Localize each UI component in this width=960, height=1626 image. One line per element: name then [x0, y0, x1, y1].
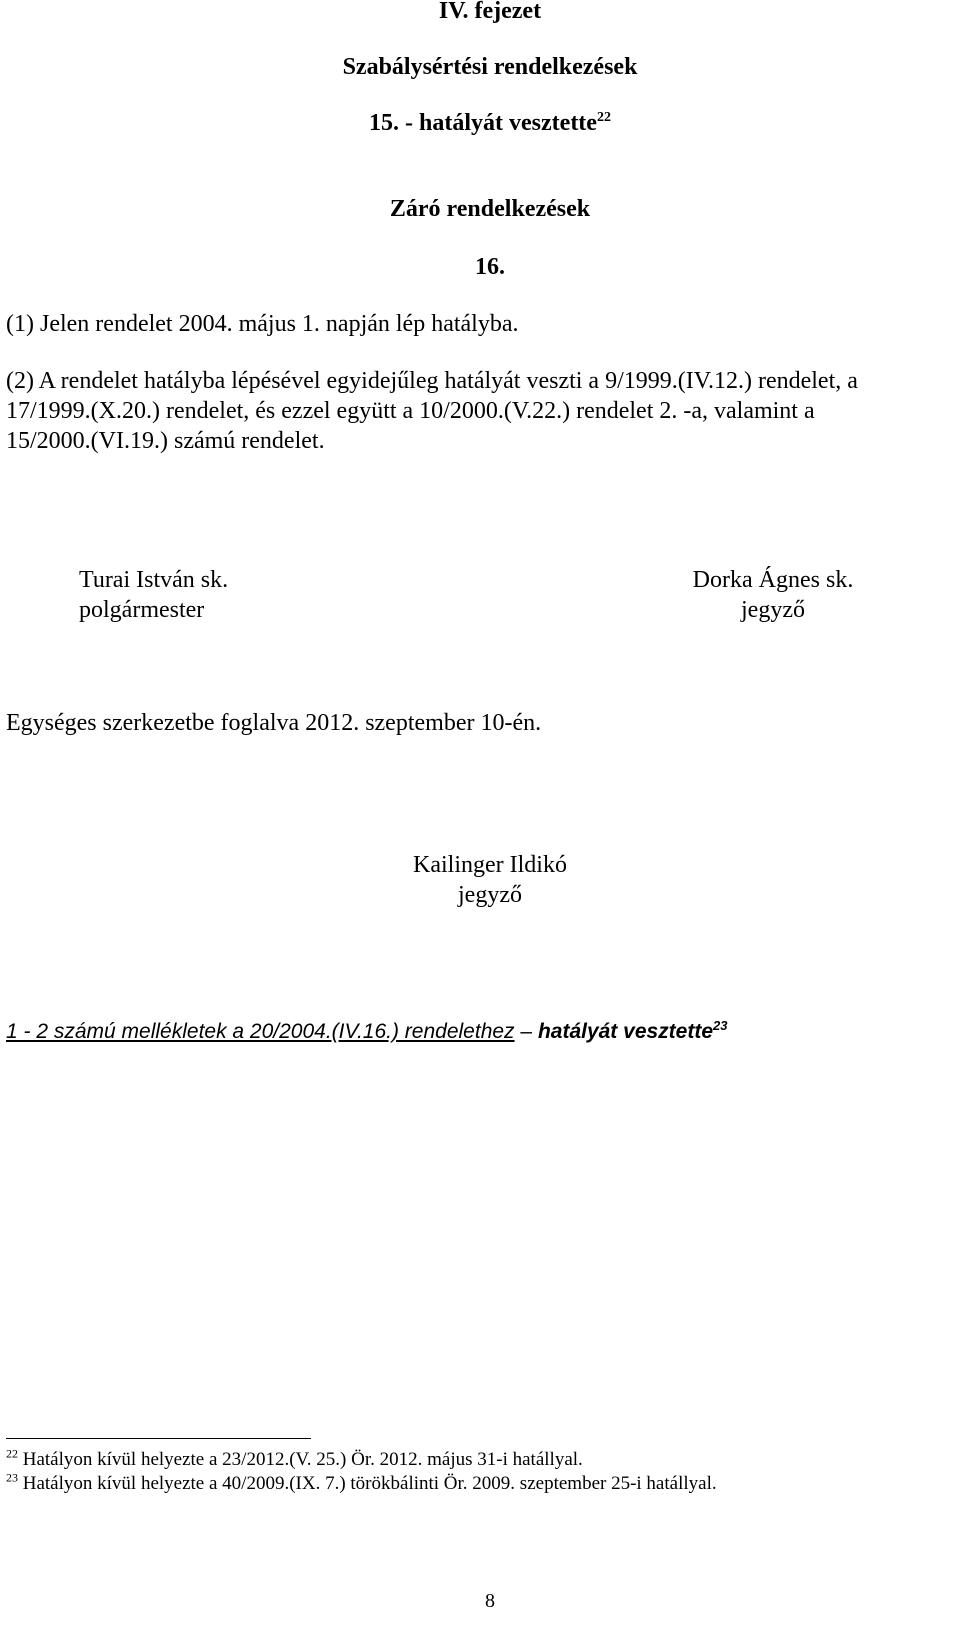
annex-status: hatályát vesztette	[537, 1020, 714, 1043]
consolidation-note: Egységes szerkezetbe foglalva 2012. szeptember 10-én.	[6, 710, 542, 736]
section-15-text: 15. - hatályát vesztette	[369, 110, 597, 136]
footnote-number: 22	[6, 1446, 18, 1461]
notary-title: jegyző	[741, 597, 805, 623]
mayor-name: Turai István sk.	[79, 567, 229, 593]
annex-dash: –	[520, 1020, 533, 1043]
paragraph-2-line: 15/2000.(VI.19.) számú rendelet.	[6, 428, 325, 454]
notary-name: Dorka Ágnes sk.	[692, 567, 854, 593]
consolidation-signer-title: jegyző	[458, 882, 522, 908]
footnote-text: Hatályon kívül helyezte a 40/2009.(IX. 7.) törökbálinti Ör. 2009. szeptember 25-i hatállyal.	[22, 1473, 717, 1494]
chapter-title: Szabálysértési rendelkezések	[342, 54, 638, 80]
closing-provisions-title: Záró rendelkezések	[389, 196, 591, 222]
footnote-ref-22[interactable]: 22	[596, 110, 611, 125]
annex-link[interactable]: 1 - 2 számú mellékletek a 20/2004.(IV.16.) rendelethez	[6, 1020, 515, 1043]
paragraph-2-line: (2) A rendelet hatályba lépésével egyidejűleg hatályát veszti a 9/1999.(IV.12.) rendelet, a	[6, 368, 858, 394]
footnote-ref-23[interactable]: 23	[713, 1018, 728, 1033]
mayor-title: polgármester	[79, 597, 205, 623]
annex-line	[6, 1020, 727, 1044]
footnote-23	[6, 1472, 717, 1496]
consolidation-signer-name: Kailinger Ildikó	[413, 852, 567, 878]
paragraph-2-line: 17/1999.(X.20.) rendelet, és ezzel együtt a 10/2000.(V.22.) rendelet 2. -a, valamint a	[6, 398, 815, 424]
paragraph-2	[6, 366, 936, 456]
section-16-heading: 16.	[475, 254, 505, 280]
footnote-text: Hatályon kívül helyezte a 23/2012.(V. 25.) Ör. 2012. május 31-i hatállyal.	[22, 1449, 583, 1470]
consolidation-signer	[0, 850, 960, 910]
section-15-heading	[0, 108, 960, 138]
mayor-signature	[79, 565, 228, 625]
footnote-number: 23	[6, 1470, 18, 1485]
paragraph-1: (1) Jelen rendelet 2004. május 1. napján lép hatályba.	[6, 311, 519, 337]
notary-signature	[678, 565, 868, 625]
chapter-heading	[0, 0, 960, 26]
chapter-number: IV. fejezet	[438, 0, 542, 24]
footnote-22	[6, 1448, 583, 1472]
page-number: 8	[485, 1590, 495, 1612]
footnote-separator	[6, 1438, 311, 1439]
